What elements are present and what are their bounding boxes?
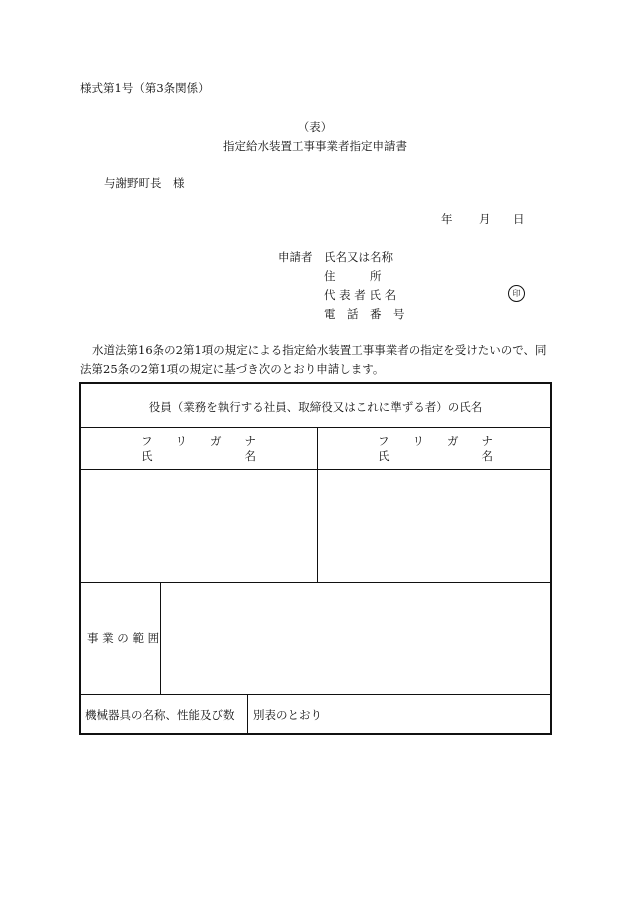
seal-icon: 印: [508, 285, 525, 302]
document-title: 指定給水装置工事事業者指定申請書: [223, 139, 407, 153]
applicant-phone-label: 電 話 番 号: [324, 307, 405, 321]
applicant-address-label: 住 所: [324, 269, 382, 283]
body-line-2: 法第25条の2第1項の規定に基づき次のとおり申請します。: [80, 362, 385, 376]
officer-name-cell-right[interactable]: [318, 469, 550, 582]
applicant-label: 申請者: [278, 250, 313, 264]
officers-header: 役員（業務を執行する社員、取締役又はこれに準ずる者）の氏名: [148, 400, 483, 414]
body-line-1: 水道法第16条の2第1項の規定による指定給水装置工事事業者の指定を受けたいので、同: [92, 343, 547, 357]
name-left-label: 氏 名: [141, 449, 256, 463]
scope-value-cell[interactable]: [161, 582, 550, 694]
table-divider: [81, 694, 550, 695]
date-year: 年: [441, 212, 453, 226]
officer-name-cell-left[interactable]: [81, 469, 317, 582]
form-number: 様式第1号（第3条関係）: [80, 81, 210, 95]
date-day: 日: [513, 212, 525, 226]
side-label: （表）: [297, 120, 333, 134]
scope-label: 事 業 の 範 囲: [87, 631, 160, 645]
date-month: 月: [479, 212, 491, 226]
addressee: 与謝野町長 様: [104, 176, 185, 190]
furigana-right-label: フ リ ガ ナ: [378, 434, 493, 448]
column-divider: [247, 694, 248, 735]
name-right-label: 氏 名: [378, 449, 493, 463]
applicant-rep-label: 代 表 者 氏 名: [324, 288, 397, 302]
equipment-label: 機械器具の名称、性能及び数: [85, 708, 235, 722]
officers-table: [79, 382, 552, 735]
body-text: [80, 341, 550, 379]
applicant-name-label: 氏名又は名称: [324, 250, 393, 264]
table-divider: [81, 427, 550, 428]
equipment-value: 別表のとおり: [253, 708, 322, 722]
furigana-left-label: フ リ ガ ナ: [141, 434, 256, 448]
